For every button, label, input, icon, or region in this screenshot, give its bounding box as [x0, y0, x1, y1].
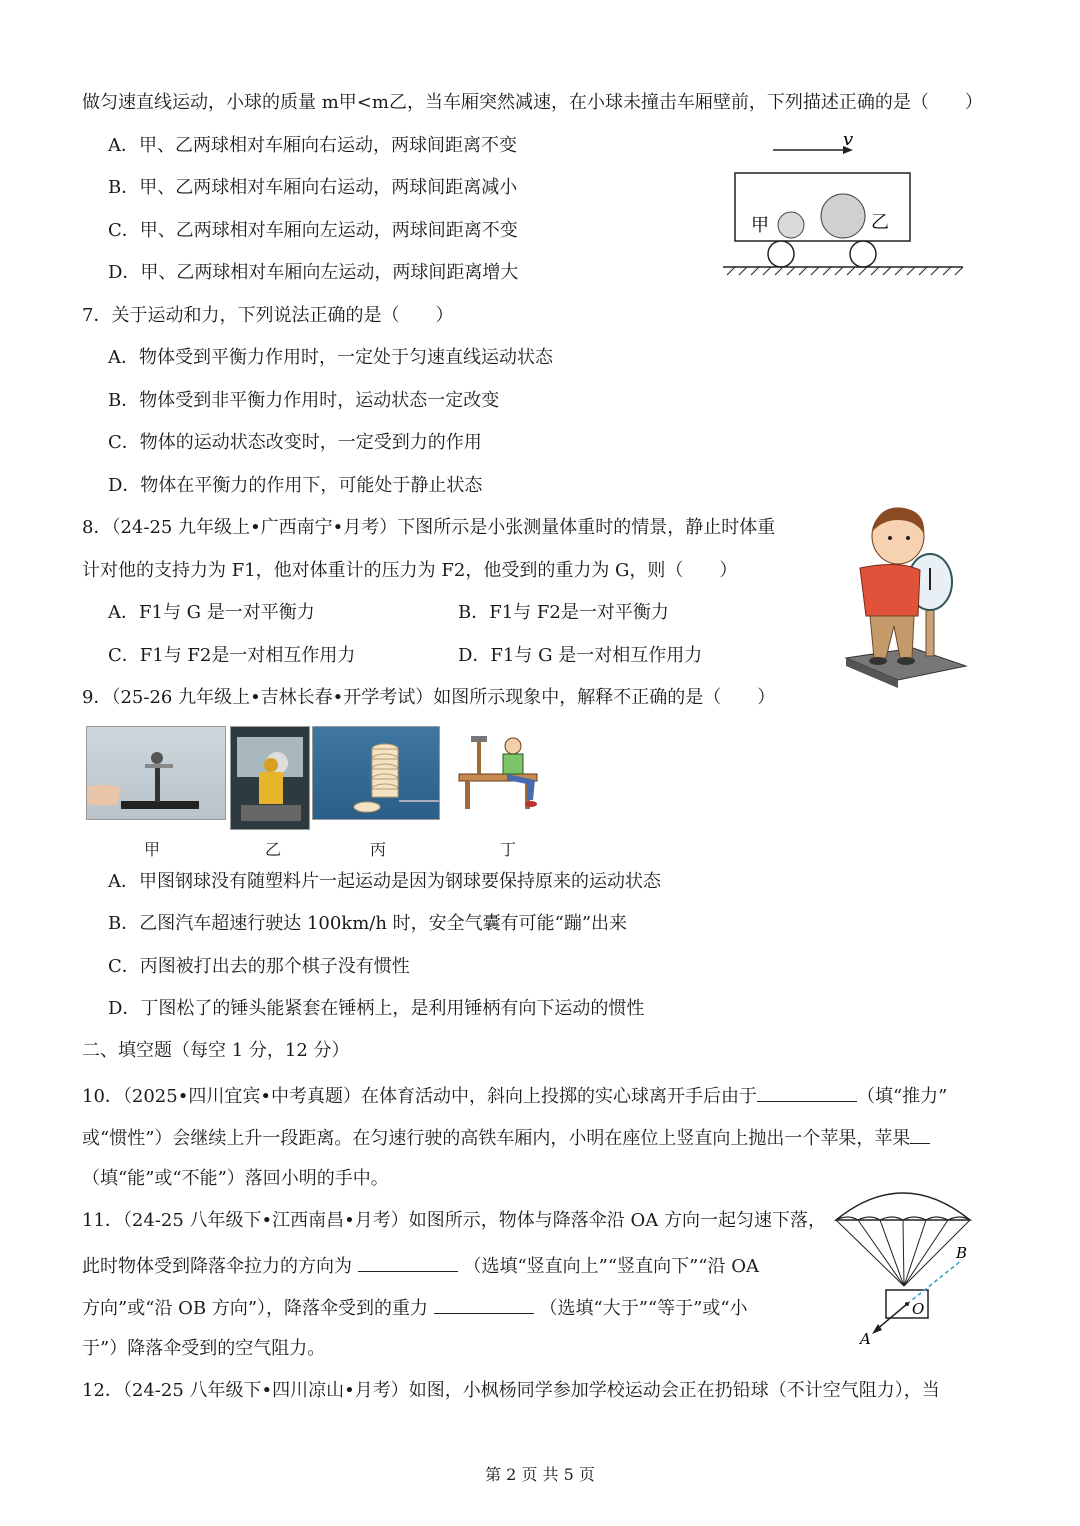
page-footer: 第 2 页 共 5 页	[485, 1465, 595, 1484]
ball-small-label: 甲	[751, 215, 769, 236]
dummy-head	[264, 758, 278, 772]
q11-line4: 于”）降落伞受到的空气阻力。	[82, 1338, 326, 1359]
ball-large	[821, 194, 865, 238]
bench-leg-left	[465, 781, 470, 809]
q7-option-a: A．物体受到平衡力作用时，一定处于匀速直线运动状态	[108, 347, 553, 368]
stand-base	[121, 801, 199, 809]
q7-option-d: D．物体在平衡力的作用下，可能处于静止状态	[108, 475, 483, 496]
q8-option-d: D．F1与 G 是一对相互作用力	[458, 645, 703, 666]
q8-option-b: B．F1与 F2是一对平衡力	[458, 602, 669, 623]
q10-blank-2[interactable]	[910, 1125, 930, 1144]
q6-stem: 做匀速直线运动，小球的质量 m甲<m乙，当车厢突然减速，在小球未撞击车厢壁前，下列描述正确的是（ ）	[82, 92, 983, 113]
caption-jia: 甲	[144, 840, 161, 859]
label-b: B	[956, 1244, 968, 1262]
q11-blank-1[interactable]	[358, 1253, 458, 1272]
q9-option-a: A．甲图钢球没有随塑料片一起运动是因为钢球要保持原来的运动状态	[108, 871, 661, 892]
q11-line1: 11．（24-25 八年级下•江西南昌•月考）如图所示，物体与降落伞沿 OA 方向一起匀速下落，	[82, 1210, 826, 1231]
photo-ding-hammer	[455, 728, 555, 818]
q9-option-c: C．丙图被打出去的那个棋子没有惯性	[108, 956, 410, 977]
section-title: 二、填空题（每空 1 分，12 分）	[82, 1040, 350, 1061]
car-seat	[241, 805, 301, 821]
struck-chess-piece	[354, 802, 380, 812]
ball-small	[778, 212, 804, 238]
q9-option-b: B．乙图汽车超速行驶达 100km/h 时，安全气囊有可能“蹦”出来	[108, 913, 628, 934]
q11-line3-text: 方向”或“沿 OB 方向”），降落伞受到的重力	[82, 1298, 429, 1319]
wheel-right	[850, 241, 876, 267]
steel-ball	[151, 752, 163, 764]
finger	[87, 785, 121, 806]
chess-stack	[372, 744, 398, 797]
boy-shirt	[860, 564, 920, 616]
q10-line3: （填“能”或“不能”）落回小明的手中。	[82, 1168, 389, 1189]
label-a: A	[860, 1330, 871, 1348]
boy-eye-right	[906, 536, 910, 540]
q9-option-d: D．丁图松了的锤头能紧套在锤柄上，是利用锤柄有向下运动的惯性	[108, 998, 645, 1019]
boy-eye-left	[888, 536, 892, 540]
boy-shoe-right	[897, 657, 915, 665]
wheel-left	[768, 241, 794, 267]
plastic-card	[145, 764, 173, 768]
photo-jia-steel-ball	[86, 726, 226, 820]
caption-yi: 乙	[265, 840, 282, 859]
photo-yi-airbag	[230, 726, 310, 830]
q11-line2-hint: （选填“竖直向上”“竖直向下”“沿 OA	[463, 1256, 759, 1277]
stand-post	[155, 767, 160, 802]
q12-line1: 12．（24-25 八年级下•四川凉山•月考）如图，小枫杨同学参加学校运动会正在扔铅球（不计空气阻力），当	[82, 1380, 940, 1401]
caption-bing: 丙	[370, 840, 387, 859]
q10-line1-text: 10．（2025•四川宜宾•中考真题）在体育活动中，斜向上投掷的实心球离开手后由于	[82, 1086, 757, 1107]
q8-stem-line2: 计对他的支持力为 F1，他对体重计的压力为 F2，他受到的重力为 G，则（ ）	[82, 560, 738, 581]
q6-option-b: B．甲、乙两球相对车厢向右运动，两球间距离减小	[108, 177, 518, 198]
q10-line2	[82, 1125, 930, 1150]
q11-line2-text: 此时物体受到降落伞拉力的方向为	[82, 1256, 352, 1277]
q11-line2	[82, 1253, 759, 1278]
crash-dummy	[259, 772, 283, 804]
man-shoe	[525, 801, 537, 807]
q7-option-b: B．物体受到非平衡力作用时，运动状态一定改变	[108, 390, 500, 411]
ob-dashed-line	[907, 1260, 962, 1304]
q11-blank-2[interactable]	[434, 1295, 534, 1314]
q8-scale-illustration	[838, 498, 973, 690]
q8-stem-line1: 8．（24-25 九年级上•广西南宁•月考）下图所示是小张测量体重时的情景，静止时体重	[82, 517, 776, 538]
q6-cart-figure	[715, 125, 970, 280]
q6-option-d: D．甲、乙两球相对车厢向左运动，两球间距离增大	[108, 262, 519, 283]
q10-line1-hint: （填“推力”	[856, 1086, 948, 1107]
hammer-handle	[477, 740, 481, 774]
q6-option-a: A．甲、乙两球相对车厢向右运动，两球间距离不变	[108, 135, 517, 156]
man-shirt	[503, 754, 523, 774]
q7-stem: 7．关于运动和力，下列说法正确的是（ ）	[82, 305, 454, 326]
man-head	[505, 738, 521, 754]
caption-ding: 丁	[500, 840, 517, 859]
q10-line2-text: 或“惯性”）会继续上升一段距离。在匀速行驶的高铁车厢内，小明在座位上竖直向上抛出一个苹果，苹果	[82, 1128, 911, 1149]
q11-parachute-figure	[828, 1180, 978, 1350]
hammer-head	[471, 736, 487, 742]
parachute-cords	[836, 1220, 970, 1286]
boy-shoe-left	[869, 657, 887, 665]
q11-line3	[82, 1295, 748, 1320]
q7-option-c: C．物体的运动状态改变时，一定受到力的作用	[108, 432, 482, 453]
q10-line1	[82, 1083, 947, 1108]
ball-large-label: 乙	[871, 212, 889, 233]
label-o: O	[912, 1300, 925, 1318]
q8-option-a: A．F1与 G 是一对平衡力	[108, 602, 315, 623]
q9-stem: 9．（25-26 九年级上•吉林长春•开学考试）如图所示现象中，解释不正确的是（ ）	[82, 687, 776, 708]
parachute-canopy	[836, 1193, 970, 1220]
velocity-label: v	[843, 129, 854, 150]
q11-line3-hint: （选填“大于”“等于”或“小	[539, 1298, 748, 1319]
q6-option-c: C．甲、乙两球相对车厢向左运动，两球间距离不变	[108, 220, 518, 241]
q10-blank-1[interactable]	[757, 1083, 857, 1102]
photo-bing-chess-pieces	[312, 726, 440, 820]
q8-option-c: C．F1与 F2是一对相互作用力	[108, 645, 356, 666]
ground-hatching	[727, 267, 963, 275]
